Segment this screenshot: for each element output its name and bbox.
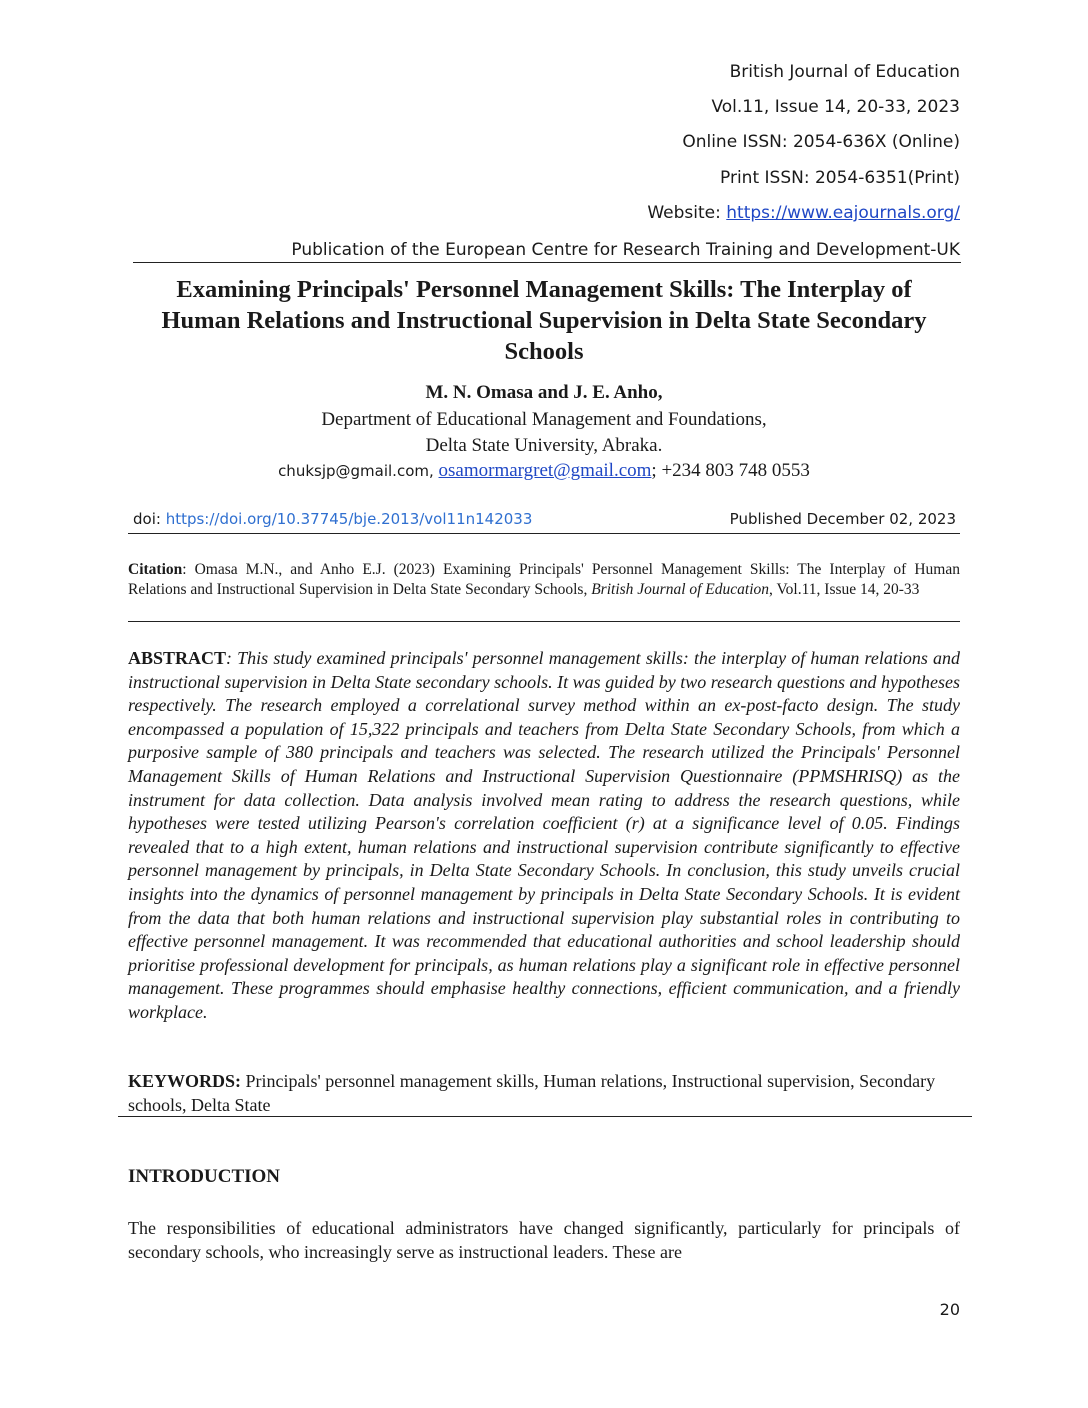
citation-text: : Omasa M.N., and Anho E.J. (2023) Examining Principals' Personnel Management Skills: The Interplay of Human Relations and Instructional Supervision in Delta State Secondary Schools, xyxy=(128,561,960,598)
print-issn: Print ISSN: 2054-6351(Print) xyxy=(720,168,960,188)
published-date: Published December 02, 2023 xyxy=(729,510,956,528)
keywords-text: Principals' personnel management skills, Human relations, Instructional supervision, Secondary schools, Delta State xyxy=(128,1071,936,1115)
citation-journal: British Journal of Education xyxy=(591,581,770,598)
email-1: chuksjp@gmail.com, xyxy=(278,462,439,480)
website-link[interactable]: https://www.eajournals.org/ xyxy=(726,203,960,223)
abstract-label: ABSTRACT xyxy=(128,648,227,668)
citation-details: , Vol.11, Issue 14, 20-33 xyxy=(769,581,920,598)
contact-line xyxy=(130,460,958,482)
citation xyxy=(128,560,960,600)
journal-volume: Vol.11, Issue 14, 20-33, 2023 xyxy=(711,97,960,117)
title-line-3: Schools xyxy=(504,338,584,365)
introduction-paragraph: The responsibilities of educational administrators have changed significantly, particularly for principals of secondary schools, who increasingly serve as instructional leaders. These are xyxy=(128,1218,960,1262)
introduction-heading: INTRODUCTION xyxy=(128,1166,281,1187)
university: Delta State University, Abraka. xyxy=(425,435,663,456)
page-number: 20 xyxy=(939,1300,960,1319)
citation-label: Citation xyxy=(128,561,183,578)
publisher-line: Publication of the European Centre for Research Training and Development-UK xyxy=(291,240,960,260)
department: Department of Educational Management and Foundations, xyxy=(321,409,767,430)
doi-line xyxy=(133,510,532,528)
abstract xyxy=(128,647,960,1025)
abstract-text: : This study examined principals' personnel management skills: the interplay of human relations and instructional supervision in Delta State secondary schools. It was guided by two research questions and hypotheses respectively. The research employed a correlational survey method within an ex-post-facto design. The study encompassed a population of 15,322 principals and teachers from Delta State Secondary Schools, from which a purposive sample of 380 principals and teachers was selected. The research utilized the Principals' Personnel Management Skills of Human Relations and Instructional Supervision Questionnaire (PPMSHRISQ) as the instrument for data collection. Data analysis involved mean rating to address the research questions, while hypotheses were tested utilizing Pearson's correlation coefficient (r) at a significance level of 0.05. Findings revealed that to a high extent, human relations and instructional supervision contribute significantly to effective personnel management by principals, in Delta State Secondary Schools. In conclusion, this study unveils crucial insights into the dynamics of personnel management by principals in Delta State Secondary Schools. It is evident from the data that both human relations and instructional supervision play substantial roles in contributing to effective personnel management. It was recommended that educational authorities and school leadership should prioritise professional development for principals, as human relations play a significant role in effective personnel management. These programmes should emphasise healthy connections, efficient communication, and a friendly workplace. xyxy=(128,648,960,1022)
header-divider xyxy=(133,262,961,263)
keywords xyxy=(128,1070,960,1117)
keywords-label: KEYWORDS: xyxy=(128,1071,242,1091)
title-line-1: Examining Principals' Personnel Management Skills: The Interplay of xyxy=(176,276,912,303)
doi-divider xyxy=(128,533,960,534)
authors: M. N. Omasa and J. E. Anho, xyxy=(425,382,663,403)
citation-divider xyxy=(128,621,960,622)
website-line xyxy=(647,203,960,223)
doi-label: doi: xyxy=(133,510,166,528)
journal-name: British Journal of Education xyxy=(729,62,960,82)
doi-link[interactable]: https://doi.org/10.37745/bje.2013/vol11n142033 xyxy=(165,510,533,528)
article-title xyxy=(130,274,958,367)
website-label: Website: xyxy=(647,203,727,223)
online-issn: Online ISSN: 2054-636X (Online) xyxy=(682,132,960,152)
title-line-2: Human Relations and Instructional Supervision in Delta State Secondary xyxy=(161,307,927,334)
phone: ; +234 803 748 0553 xyxy=(651,460,810,481)
email-2-link[interactable]: osamormargret@gmail.com xyxy=(438,460,652,481)
keywords-divider xyxy=(118,1116,972,1117)
